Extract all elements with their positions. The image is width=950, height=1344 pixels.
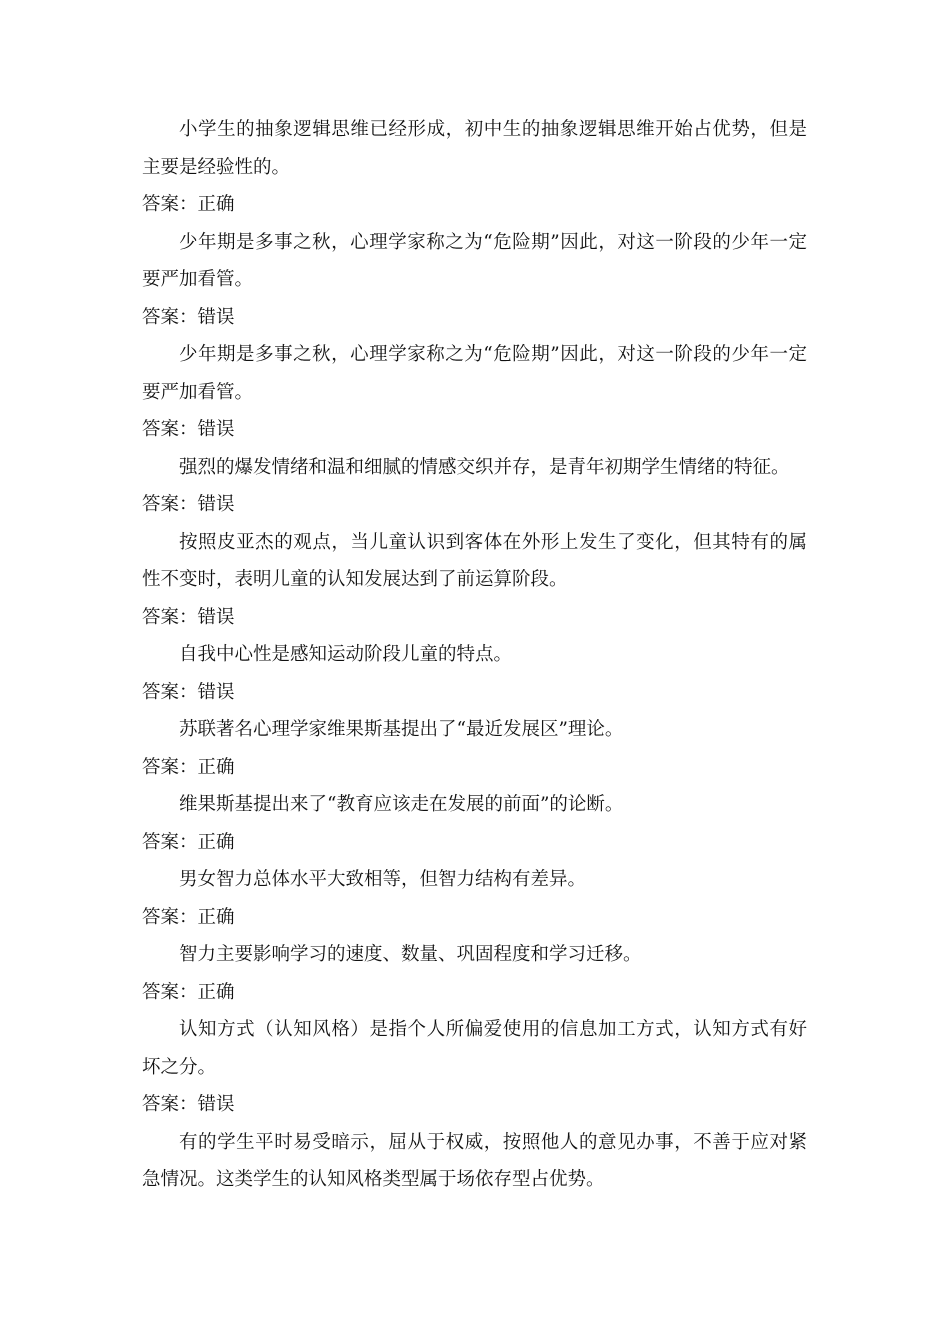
answer-text: 答案：错误 [142, 494, 235, 515]
question-text: 按照皮亚杰的观点，当儿童认识到客体在外形上发生了变化，但其特有的属性不变时，表明儿童的认知发展达到了前运算阶段。 [142, 531, 807, 590]
question-text: 小学生的抽象逻辑思维已经形成，初中生的抽象逻辑思维开始占优势，但是主要是经验性的。 [142, 119, 807, 178]
answer-text: 答案：正确 [142, 756, 235, 778]
question-list [142, 111, 807, 1199]
question-text: 少年期是多事之秋，心理学家称之为“危险期”因此，对这一阶段的少年一定要严加看管。 [142, 231, 807, 290]
answer-text: 答案：错误 [142, 606, 235, 628]
question-text: 智力主要影响学习的速度、数量、巩固程度和学习迁移。 [179, 944, 642, 965]
question-text: 苏联著名心理学家维果斯基提出了“最近发展区”理论。 [179, 719, 624, 740]
answer-text: 答案：错误 [142, 306, 235, 328]
answer-text: 答案：错误 [142, 1094, 235, 1115]
question-text: 认知方式（认知风格）是指个人所偏爱使用的信息加工方式，认知方式有好坏之分。 [142, 1019, 807, 1078]
answer-text: 答案：正确 [142, 981, 235, 1003]
answer-text: 答案：错误 [142, 419, 235, 440]
answer-text: 答案：正确 [142, 194, 235, 215]
answer-text: 答案：正确 [142, 906, 235, 928]
answer-text: 答案：错误 [142, 681, 235, 703]
question-text: 维果斯基提出来了“教育应该走在发展的前面”的论断。 [179, 794, 624, 815]
question-text: 自我中心性是感知运动阶段儿童的特点。 [179, 644, 513, 665]
question-text: 有的学生平时易受暗示，屈从于权威，按照他人的意见办事，不善于应对紧急情况。这类学生的认知风格类型属于场依存型占优势。 [142, 1131, 807, 1190]
answer-text: 答案：正确 [142, 831, 235, 853]
question-text: 少年期是多事之秋，心理学家称之为“危险期”因此，对这一阶段的少年一定要严加看管。 [142, 344, 807, 403]
question-text: 男女智力总体水平大致相等，但智力结构有差异。 [179, 869, 587, 890]
question-text: 强烈的爆发情绪和温和细腻的情感交织并存，是青年初期学生情绪的特征。 [179, 456, 790, 478]
